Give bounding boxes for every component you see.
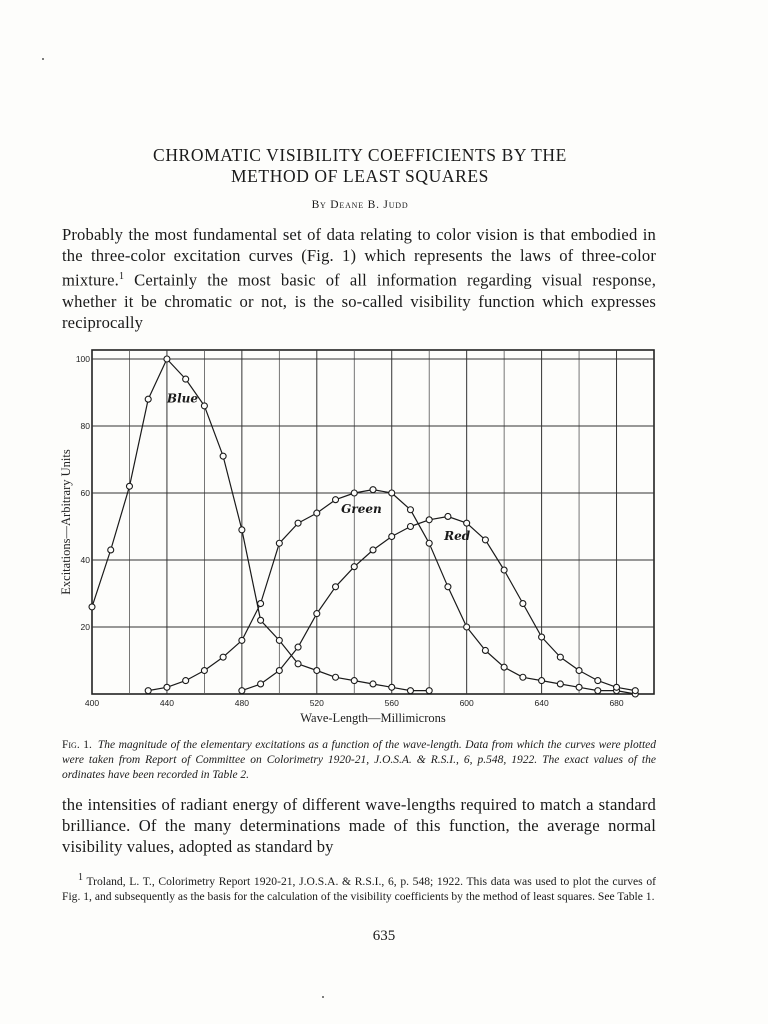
red-data-point bbox=[520, 601, 526, 607]
blue-data-point bbox=[108, 547, 114, 553]
caption-text: The magnitude of the elementary excitations as a function of the wave-length. Data from which the curves were plotted were taken from Report of Committee on Colorimetry 1920-21, J.O.S.A. & R.S.I., 6, p.548, 1922. The exact values of the ordinates have been recorded in Table 2. bbox=[62, 739, 656, 781]
y-tick-label: 80 bbox=[80, 421, 90, 431]
para1-text: Probably the most fundamental set of data relating to color vision is that embodied in the three-color excitation curves (Fig. 1) which represents the laws of three-color mixture. bbox=[62, 225, 656, 290]
blue-data-point bbox=[89, 604, 95, 610]
red-data-point bbox=[389, 534, 395, 540]
blue-data-point bbox=[239, 527, 245, 533]
title-line-2: METHOD OF LEAST SQUARES bbox=[230, 166, 489, 186]
x-tick-label: 640 bbox=[534, 698, 549, 708]
blue-data-point bbox=[370, 681, 376, 687]
x-tick-label: 520 bbox=[309, 698, 324, 708]
blue-data-point bbox=[164, 356, 170, 362]
green-data-point bbox=[389, 490, 395, 496]
blue-data-point bbox=[389, 684, 395, 690]
red-data-point bbox=[501, 567, 507, 573]
green-data-point bbox=[145, 688, 151, 694]
x-tick-label: 480 bbox=[234, 698, 249, 708]
blue-data-point bbox=[258, 617, 264, 623]
caption-label: Fig. 1. bbox=[62, 739, 92, 751]
red-data-point bbox=[407, 524, 413, 530]
figure-1 bbox=[0, 340, 768, 740]
blue-data-point bbox=[351, 678, 357, 684]
green-data-point bbox=[239, 637, 245, 643]
blue-curve bbox=[92, 359, 429, 691]
y-tick-label: 100 bbox=[75, 354, 90, 364]
red-data-point bbox=[258, 681, 264, 687]
title-line-1: CHROMATIC VISIBILITY COEFFICIENTS BY THE bbox=[153, 145, 567, 165]
green-data-point bbox=[333, 497, 339, 503]
x-tick-label: 560 bbox=[384, 698, 399, 708]
green-data-point bbox=[445, 584, 451, 590]
y-tick-label: 20 bbox=[80, 622, 90, 632]
page-number: 635 bbox=[372, 928, 396, 944]
red-data-point bbox=[632, 688, 638, 694]
paper-title bbox=[60, 145, 660, 187]
red-data-point bbox=[595, 678, 601, 684]
green-data-point bbox=[520, 674, 526, 680]
y-tick-label: 60 bbox=[80, 488, 90, 498]
print-speck bbox=[322, 996, 324, 998]
red-data-point bbox=[314, 611, 320, 617]
green-series-label: Green bbox=[341, 502, 382, 517]
blue-data-point bbox=[276, 637, 282, 643]
green-data-point bbox=[164, 684, 170, 690]
red-series-label: Red bbox=[444, 528, 471, 543]
footnote bbox=[62, 870, 656, 904]
green-data-point bbox=[258, 601, 264, 607]
blue-data-point bbox=[183, 376, 189, 382]
green-data-point bbox=[576, 684, 582, 690]
y-tick-label: 40 bbox=[80, 555, 90, 565]
green-data-point bbox=[482, 647, 488, 653]
green-data-point bbox=[351, 490, 357, 496]
x-tick-label: 400 bbox=[84, 698, 100, 708]
blue-data-point bbox=[407, 688, 413, 694]
footnote-text: Troland, L. T., Colorimetry Report 1920-21, J.O.S.A. & R.S.I., 6, p. 548; 1922. This data was used to plot the curves of Fig. 1, and subsequently as the basis for the calculation of the visibility coefficients by the method of least squares. See Table 1. bbox=[62, 874, 656, 903]
excitation-curves-chart bbox=[0, 340, 768, 735]
red-data-point bbox=[482, 537, 488, 543]
blue-data-point bbox=[201, 403, 207, 409]
green-data-point bbox=[464, 624, 470, 630]
green-data-point bbox=[220, 654, 226, 660]
print-speck bbox=[42, 58, 44, 60]
body-paragraph-2: the intensities of radiant energy of different wave-lengths required to match a standard brilliance. Of the many determinations made of this function, the average normal visibility values, adopted as standard by bbox=[62, 795, 656, 856]
para1-text-continued: Certainly the most basic of all information regarding visual response, whether it be chromatic or not, is the so-called visibility function which expresses reciprocally bbox=[62, 270, 656, 332]
red-data-point bbox=[539, 634, 545, 640]
green-data-point bbox=[370, 487, 376, 493]
green-data-point bbox=[314, 510, 320, 516]
blue-data-point bbox=[145, 396, 151, 402]
green-data-point bbox=[276, 540, 282, 546]
byline: By Deane B. Judd bbox=[311, 199, 409, 211]
red-data-point bbox=[295, 644, 301, 650]
red-data-point bbox=[333, 584, 339, 590]
x-tick-label: 440 bbox=[159, 698, 175, 708]
green-data-point bbox=[426, 540, 432, 546]
red-data-point bbox=[614, 684, 620, 690]
blue-data-point bbox=[333, 674, 339, 680]
figure-caption bbox=[62, 738, 656, 783]
body-paragraph-1 bbox=[62, 224, 656, 333]
blue-data-point bbox=[295, 661, 301, 667]
green-data-point bbox=[595, 688, 601, 694]
blue-data-point bbox=[126, 483, 132, 489]
red-data-point bbox=[557, 654, 563, 660]
green-data-point bbox=[183, 678, 189, 684]
blue-data-point bbox=[220, 453, 226, 459]
red-data-point bbox=[445, 513, 451, 519]
green-data-point bbox=[201, 668, 207, 674]
green-data-point bbox=[295, 520, 301, 526]
red-data-point bbox=[276, 668, 282, 674]
red-data-point bbox=[464, 520, 470, 526]
green-data-point bbox=[557, 681, 563, 687]
blue-series-label: Blue bbox=[166, 391, 198, 406]
green-data-point bbox=[501, 664, 507, 670]
green-data-point bbox=[539, 678, 545, 684]
footnote-ref: 1 bbox=[118, 271, 125, 282]
footnote-mark: 1 bbox=[78, 872, 83, 883]
red-data-point bbox=[239, 688, 245, 694]
blue-data-point bbox=[426, 688, 432, 694]
green-data-point bbox=[407, 507, 413, 513]
x-tick-label: 680 bbox=[609, 698, 624, 708]
red-data-point bbox=[351, 564, 357, 570]
x-axis-label: Wave-Length—Millimicrons bbox=[300, 711, 446, 725]
y-axis-label: Excitations—Arbitrary Units bbox=[59, 449, 73, 595]
x-tick-label: 600 bbox=[459, 698, 474, 708]
red-data-point bbox=[426, 517, 432, 523]
blue-data-point bbox=[314, 668, 320, 674]
red-data-point bbox=[576, 668, 582, 674]
red-data-point bbox=[370, 547, 376, 553]
